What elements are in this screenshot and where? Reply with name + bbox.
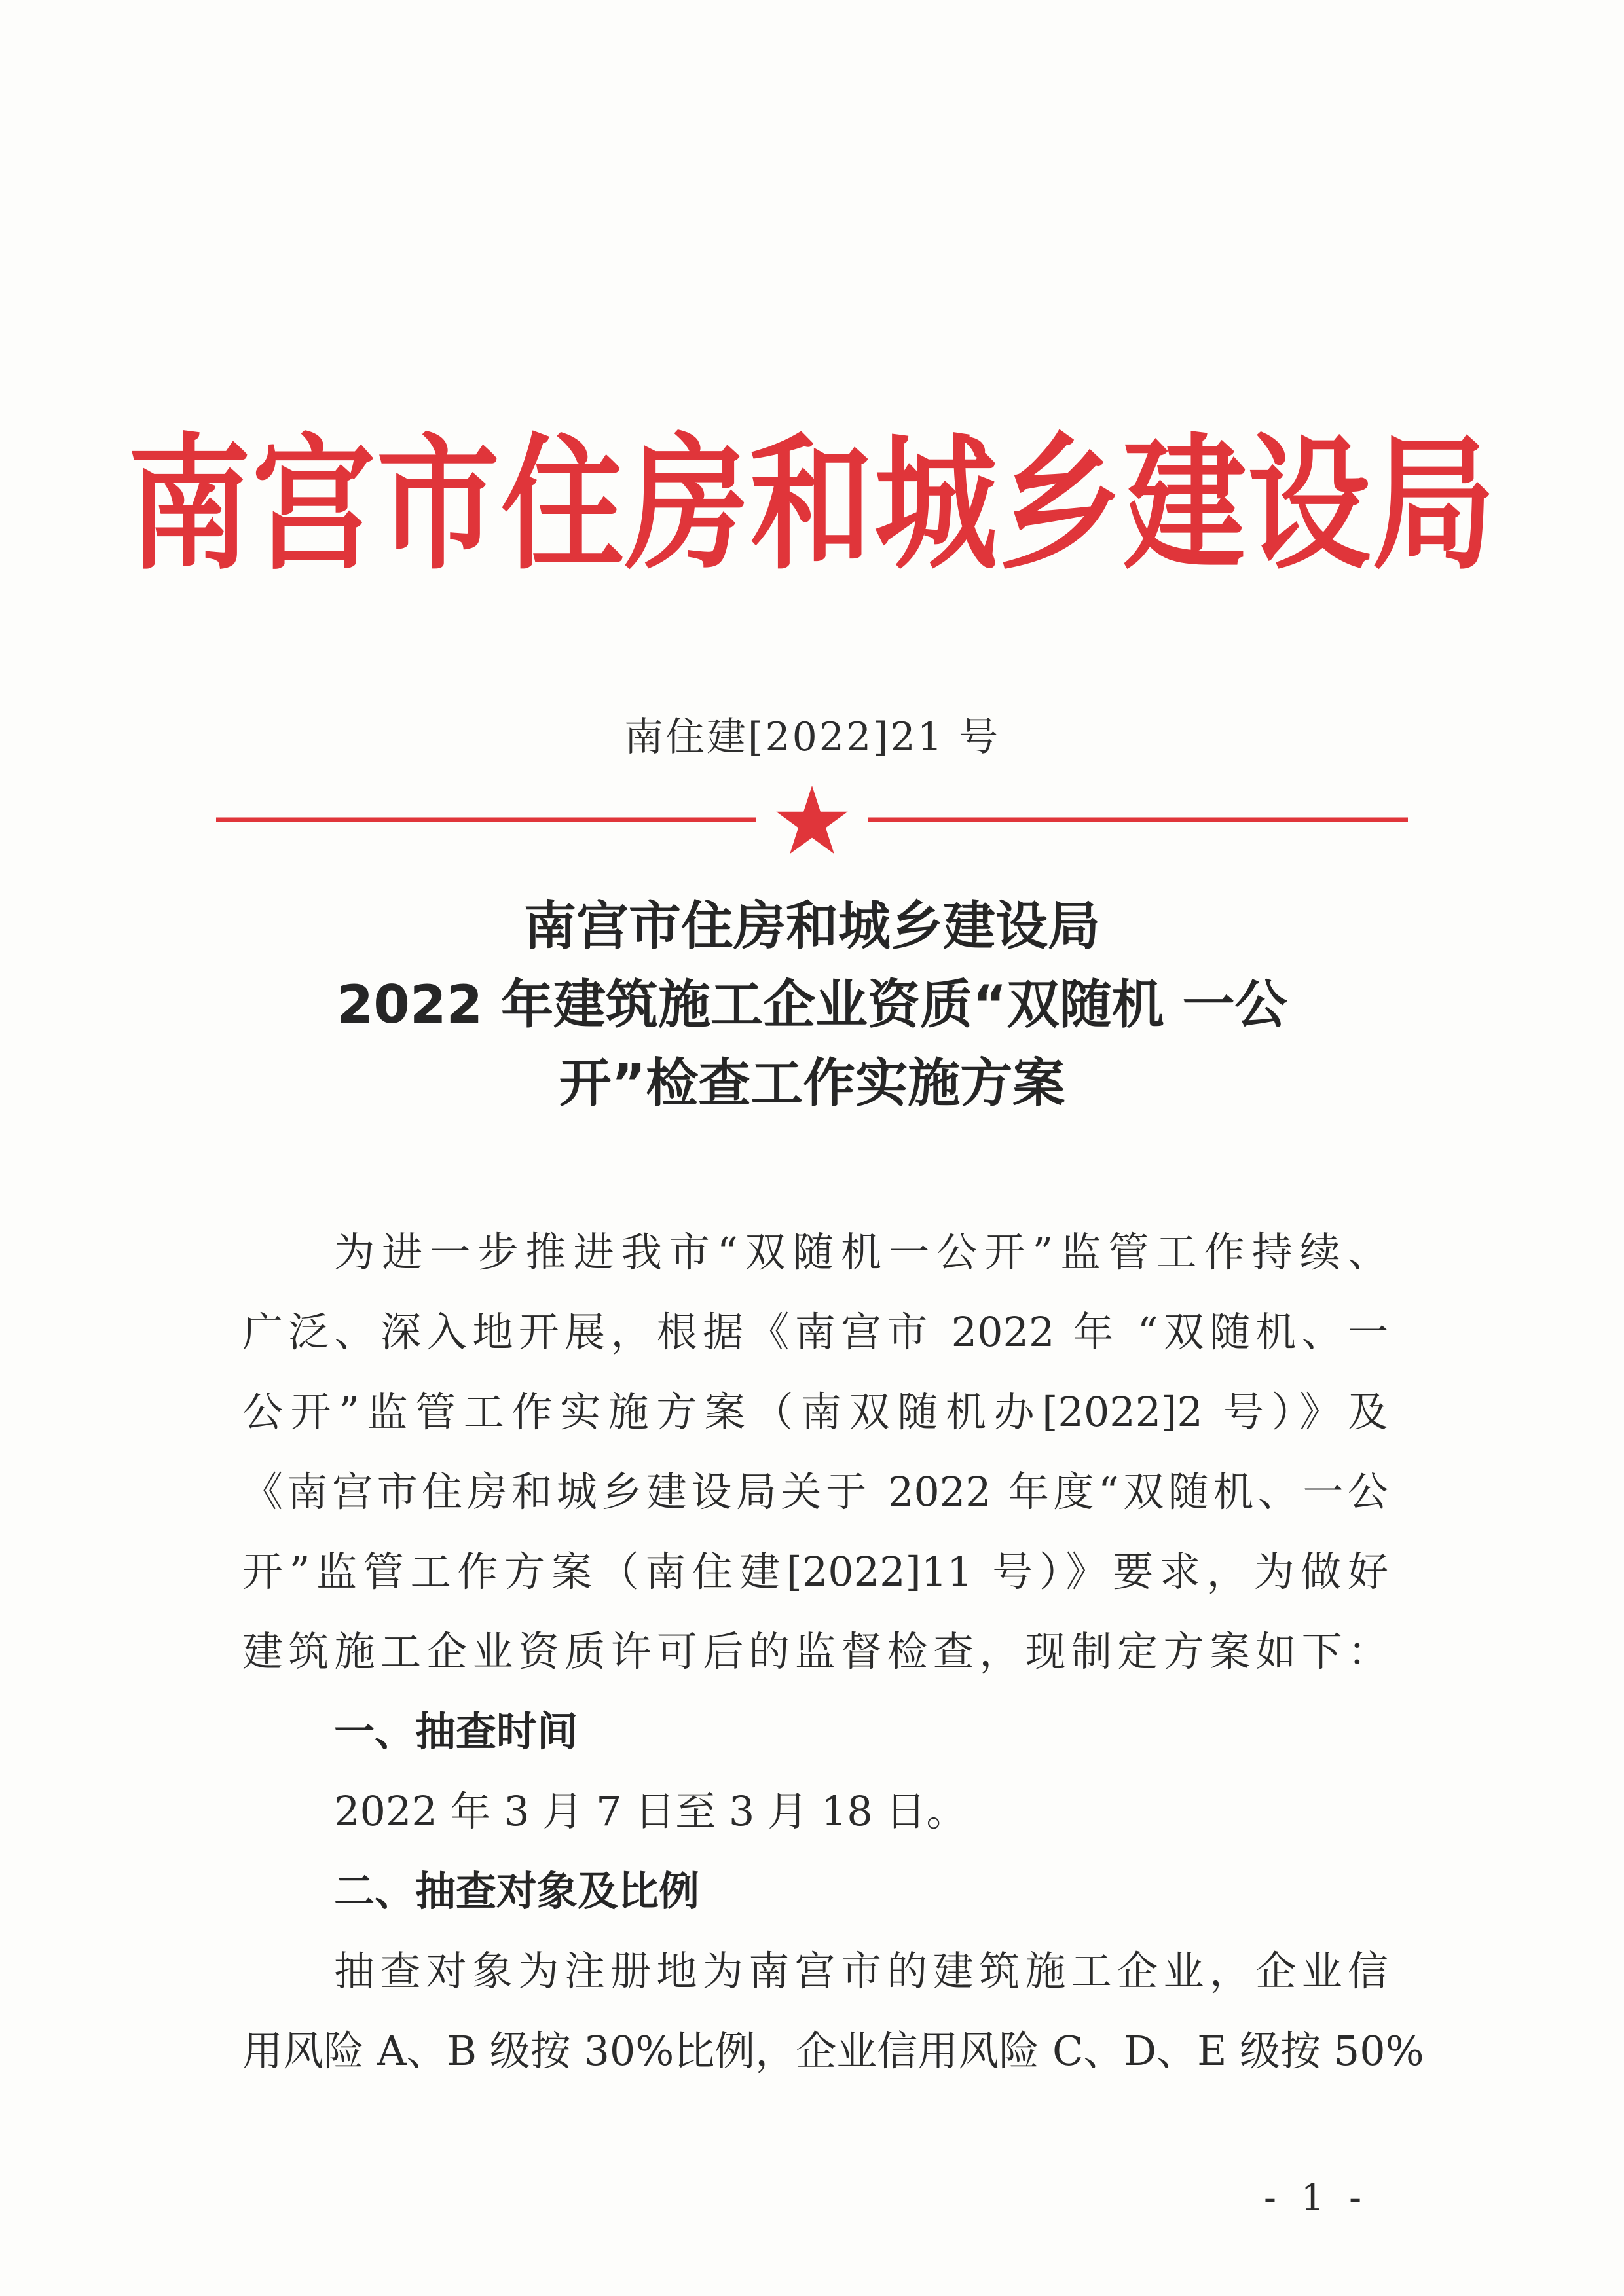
section-1-text: 2022 年 3 月 7 日至 3 月 18 日。 xyxy=(334,1787,967,1835)
intro-line-6: 建筑施工企业资质许可后的监督检查，现制定方案如下： xyxy=(242,1628,1388,1675)
title-line-3: 开”检查工作实施方案 xyxy=(559,1053,1065,1114)
page-number: - 1 - xyxy=(1264,2177,1369,2219)
red-divider xyxy=(216,786,1408,858)
title-line-1: 南宫市住房和城乡建设局 xyxy=(524,896,1100,957)
section-2-heading: 二、抽查对象及比例 xyxy=(334,1867,700,1915)
star-icon xyxy=(776,786,847,854)
intro-line-1: 为进一步推进我市“双随机一公开”监管工作持续、 xyxy=(334,1228,1388,1276)
issuer-masthead: 南宫市住房和城乡建设局 xyxy=(128,418,1496,590)
section-2-line-1: 抽查对象为注册地为南宫市的建筑施工企业，企业信 xyxy=(334,1947,1388,1995)
intro-line-5: 开”监管工作方案（南住建[2022]11 号）》要求，为做好 xyxy=(242,1548,1388,1595)
intro-line-3: 公开”监管工作实施方案（南双随机办[2022]2 号）》及 xyxy=(242,1388,1388,1436)
section-2-line-2: 用风险 A、B 级按 30%比例，企业信用风险 C、D、E 级按 50% xyxy=(242,2027,1424,2075)
title-line-2: 2022 年建筑施工企业资质“双随机 一公 xyxy=(337,974,1287,1035)
intro-line-2: 广泛、深入地开展，根据《南宫市 2022 年 “双随机、一 xyxy=(242,1308,1388,1356)
intro-line-4: 《南宫市住房和城乡建设局关于 2022 年度“双随机、一公 xyxy=(242,1468,1388,1516)
section-1-heading: 一、抽查时间 xyxy=(334,1707,578,1755)
document-number: 南住建[2022]21 号 xyxy=(624,714,1000,760)
